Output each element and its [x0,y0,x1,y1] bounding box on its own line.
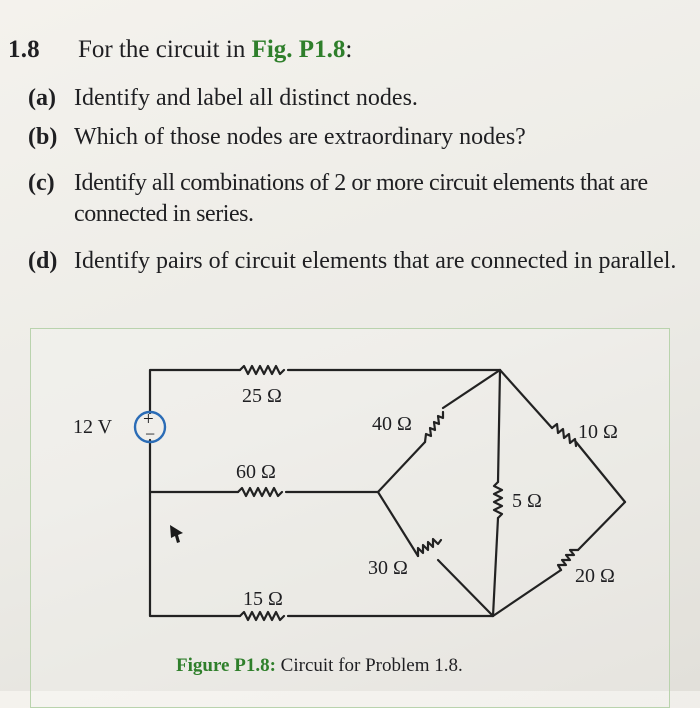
resistor-30-label: 30 Ω [368,557,408,579]
part-letter: (d) [28,248,58,274]
resistor-40-label: 40 Ω [372,413,412,435]
figure-caption [176,655,463,677]
part-letter: (a) [28,85,56,111]
caption-label: Figure P1.8: [176,655,276,676]
problem-number: 1.8 [8,36,40,63]
wire-30-lower [438,560,493,616]
resistor-60-zigzag [238,488,282,496]
wire-5-lower [493,518,498,616]
resistor-60-label: 60 Ω [236,461,276,483]
wire-40-lower [378,442,425,492]
caption-text: Circuit for Problem 1.8. [280,655,463,676]
wire-middle-left [150,440,238,492]
resistor-10-zigzag [552,424,576,446]
wire-30-upper [378,492,418,556]
resistor-5-zigzag [494,482,502,518]
resistor-25-label: 25 Ω [242,385,282,407]
resistor-5-label: 5 Ω [512,490,542,512]
part-text: Identify pairs of circuit elements that are connected in parallel. [74,248,677,274]
part-text: Identify all combinations of 2 or more circuit elements that are connected in series. [74,170,648,227]
part-text: Which of those nodes are extraordinary nodes? [74,124,526,150]
source-minus-sign: − [145,424,156,444]
part-letter: (b) [28,124,58,150]
resistor-20-label: 20 Ω [575,565,615,587]
wire-20-lower [493,570,561,616]
wire-bottom [150,492,240,616]
figure-reference: Fig. P1.8 [251,36,346,63]
wire-20-upper [578,502,625,550]
resistor-15-zigzag [240,612,284,620]
stem-prefix: For the circuit in [78,36,246,63]
resistor-40-zigzag [425,412,443,442]
resistor-10-label: 10 Ω [578,421,618,443]
stem-suffix: : [345,36,353,63]
wire-10-upper [500,370,552,428]
source-plus-sign: + [143,409,154,430]
resistor-30-zigzag [418,539,441,556]
mouse-cursor-icon [170,525,183,543]
resistor-25-zigzag [240,366,284,374]
wire-top [150,370,240,413]
wire-10-lower [576,442,625,502]
resistor-15-label: 15 Ω [243,588,283,610]
source-label: 12 V [73,416,113,438]
part-letter: (c) [28,170,55,196]
part-text: Identify and label all distinct nodes. [74,85,418,111]
wire-5-upper [498,370,500,482]
wire-40-upper [443,370,500,408]
